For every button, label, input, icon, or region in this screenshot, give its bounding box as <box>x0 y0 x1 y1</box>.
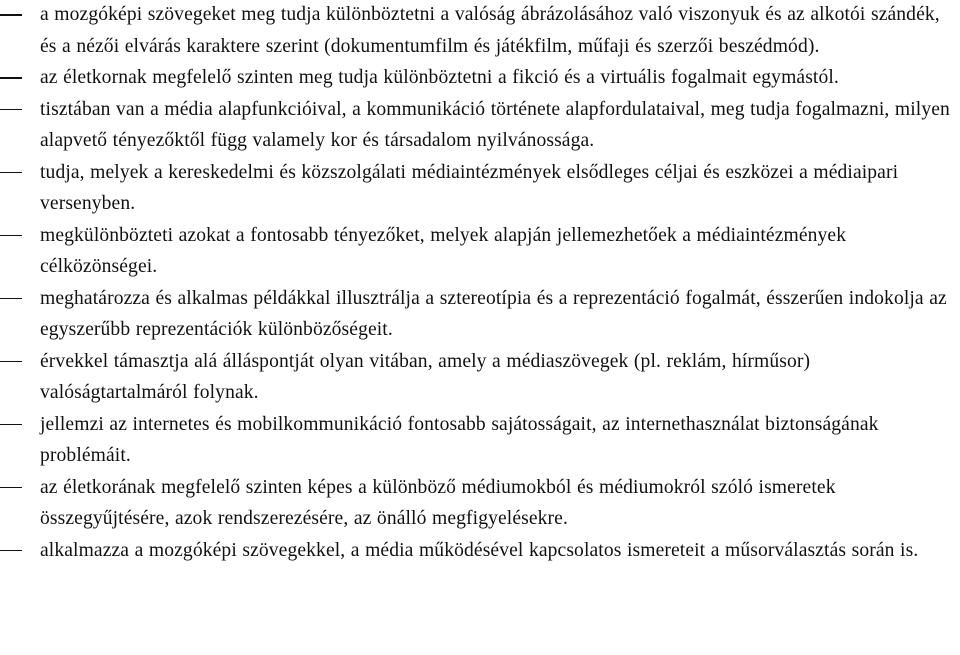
list-item-text: az életkornak megfelelő szinten meg tudja különböztetni a fikció és a virtuális fogalmait egymástól. <box>40 67 839 88</box>
list-item <box>0 62 960 94</box>
list-item <box>0 472 960 535</box>
list-item <box>0 409 960 472</box>
list-item-text: az életkorának megfelelő szinten képes a különböző médiumokból és médiumokról szóló ismeretek összegyűjtésére, azok rendszerezésére, az önálló megfigyelésekre. <box>40 476 836 529</box>
list-item-text: érvekkel támasztja alá álláspontját olyan vitában, amely a médiaszövegek (pl. reklám, hírműsor) valóságtartalmáról folynak. <box>40 350 811 403</box>
list-item <box>0 0 960 62</box>
dash-bullet-icon <box>0 109 22 111</box>
dash-bullet-icon <box>0 235 22 237</box>
dash-bullet-icon <box>0 550 22 552</box>
dash-bullet-icon <box>0 487 22 489</box>
list-item <box>0 283 960 346</box>
list-item <box>0 94 960 157</box>
dash-bullet-icon <box>0 14 22 16</box>
dash-bullet-icon <box>0 77 22 79</box>
dash-bullet-icon <box>0 172 22 174</box>
list-item-text: tisztában van a média alapfunkcióival, a kommunikáció története alapfordulataival, meg tudja fogalmazni, milyen alapvető tényezőktől függ valamely kor és társadalom nyilvánossága. <box>40 98 950 151</box>
list-item-text: jellemzi az internetes és mobilkommunikáció fontosabb sajátosságait, az internethasználat biztonságának problémáit. <box>40 413 879 466</box>
list-item <box>0 346 960 409</box>
list-item-text: a mozgóképi szövegeket meg tudja különböztetni a valóság ábrázolásához való viszonyuk és az alkotói szándék, és a nézői elvárás karaktere szerint (dokumentumfilm és játékfilm, műfaji és szerzői beszédmód). <box>40 4 940 57</box>
dash-bullet-icon <box>0 424 22 426</box>
list-item <box>0 157 960 220</box>
list-item-text: tudja, melyek a kereskedelmi és közszolgálati médiaintézmények elsődleges céljai és eszközei a médiaipari versenyben. <box>40 161 899 214</box>
list-item-text: alkalmazza a mozgóképi szövegekkel, a média működésével kapcsolatos ismereteit a műsorválasztás során is. <box>40 539 919 561</box>
list-item-text: megkülönbözteti azokat a fontosabb tényezőket, melyek alapján jellemezhetőek a médiaintézmények célközönségei. <box>40 224 847 277</box>
list-item-text: meghatározza és alkalmas példákkal illusztrálja a sztereotípia és a reprezentáció fogalmát, ésszerűen indokolja az egyszerűbb reprezentációk különbözőségeit. <box>40 287 947 340</box>
list-item <box>0 535 960 567</box>
dash-bullet-icon <box>0 361 22 363</box>
dash-bullet-icon <box>0 298 22 300</box>
list-item <box>0 220 960 283</box>
